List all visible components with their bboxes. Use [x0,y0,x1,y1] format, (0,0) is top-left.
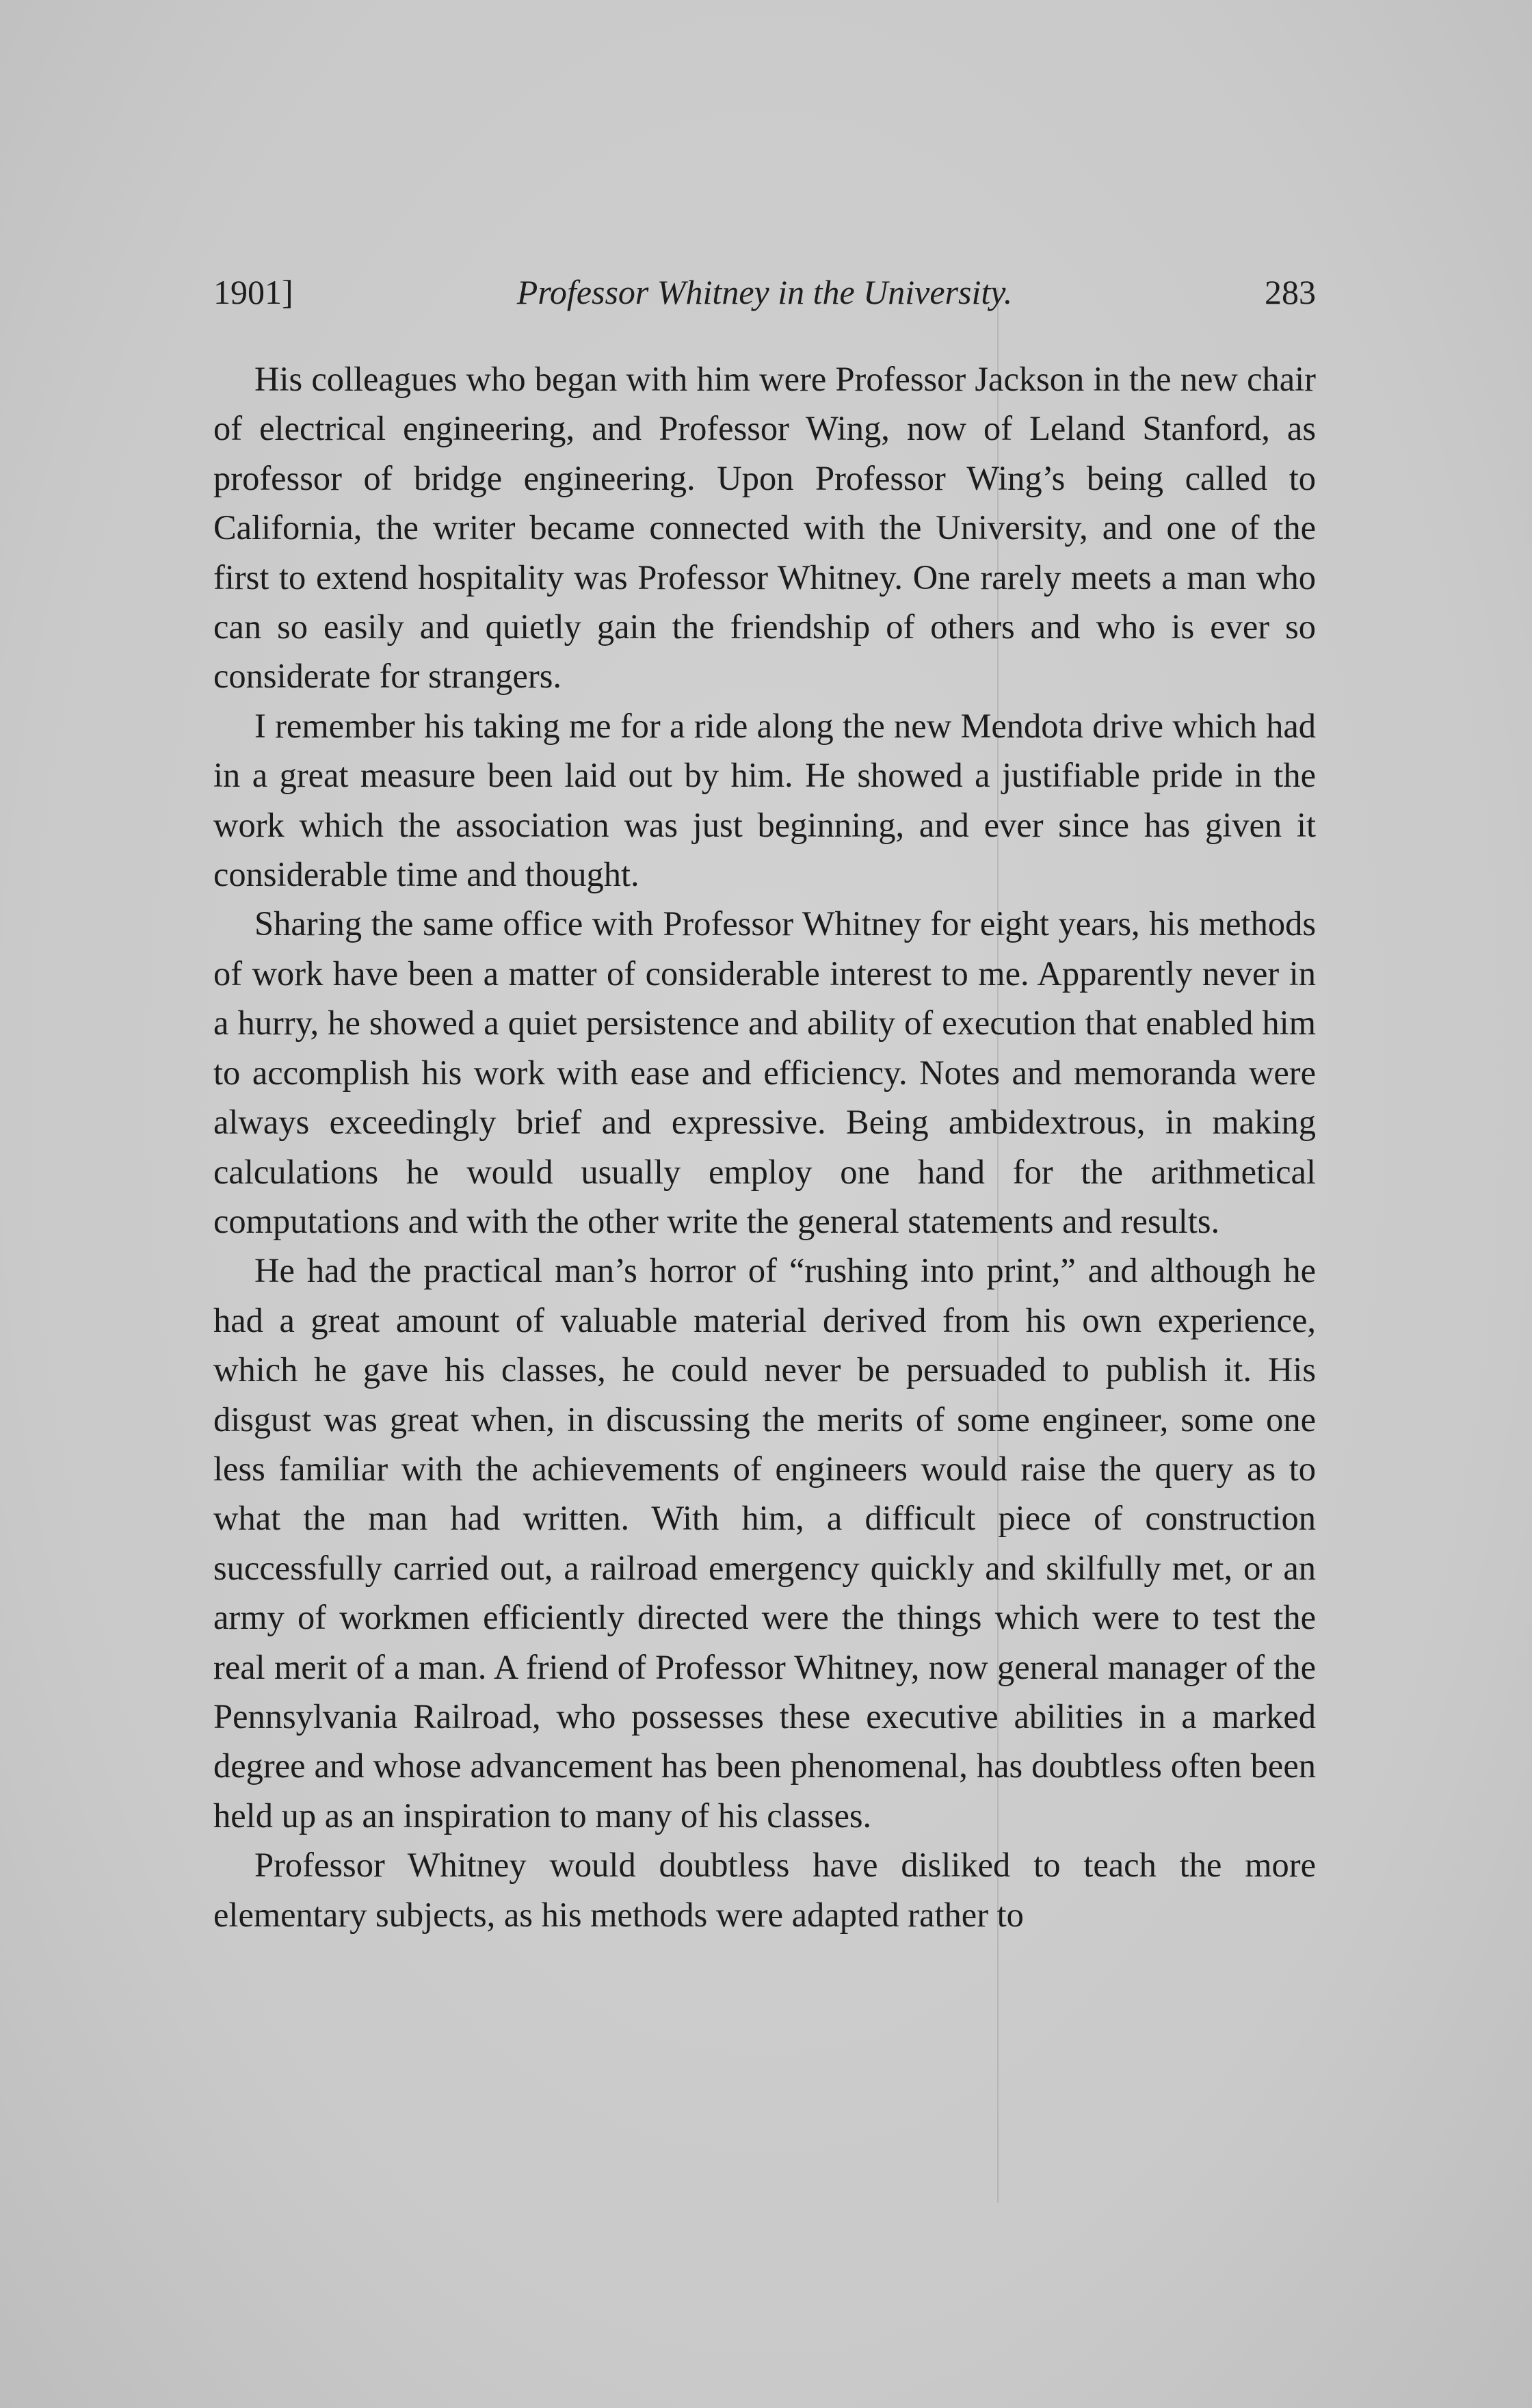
paragraph-2: I remember his taking me for a ride along the new Mendota drive which had in a great measure been laid out by him. He showed a justifiable pride in the work which the association was just beginning, and ever since has given it considerable time and thought. [213,706,1316,894]
paragraph-3: Sharing the same office with Professor Whitney for eight years, his methods of work have been a matter of considerable interest to me. Apparently never in a hurry, he showed a quiet persistence and ability of execution that enabled him to accomplish his work with ease and efficiency. Notes and memoranda were always exceedingly brief and expressive. Being ambidextrous, in making calculations he would usually employ one hand for the arithmetical computations and with the other write the general statements and results. [213,904,1316,1240]
page-number: 283 [1265,273,1316,311]
header-year: 1901] [213,273,293,311]
running-title: Professor Whitney in the University. [516,273,1013,311]
paragraph-1: His colleagues who began with him were Professor Jackson in the new chair of electrical engineering, and Professor Wing, now of Leland Stanford, as professor of bridge engineering. Upon Professor Wing’s being called to California, the writer became connected with the University, and one of the first to extend hospitality was Professor Whitney. One rarely meets a man who can so easily and quietly gain the friendship of others and who is ever so considerate for strangers. [213,360,1316,696]
paragraph-4: He had the practical man’s horror of “rushing into print,” and although he had a great amount of valuable material derived from his own experience, which he gave his classes, he could never be persuaded to publish it. His disgust was great when, in discussing the merits of some engineer, some one less familiar with the achievements of engineers would raise the query as to what the man had written. With him, a difficult piece of construction successfully carried out, a railroad emergency quickly and skilfully met, or an army of workmen efficiently directed were the things which were to test the real merit of a man. A friend of Professor Whitney, now general manager of the Pennsylvania Railroad, who possesses these executive abilities in a marked degree and whose advancement has been phenomenal, has doubtless often been held up as an inspiration to many of his classes. [213,1251,1316,1835]
running-header [213,272,1316,320]
body-text [213,354,1316,1939]
paragraph-5: Professor Whitney would doubtless have disliked to teach the more elementary subjects, as his methods were adapted rather to [213,1846,1316,1934]
